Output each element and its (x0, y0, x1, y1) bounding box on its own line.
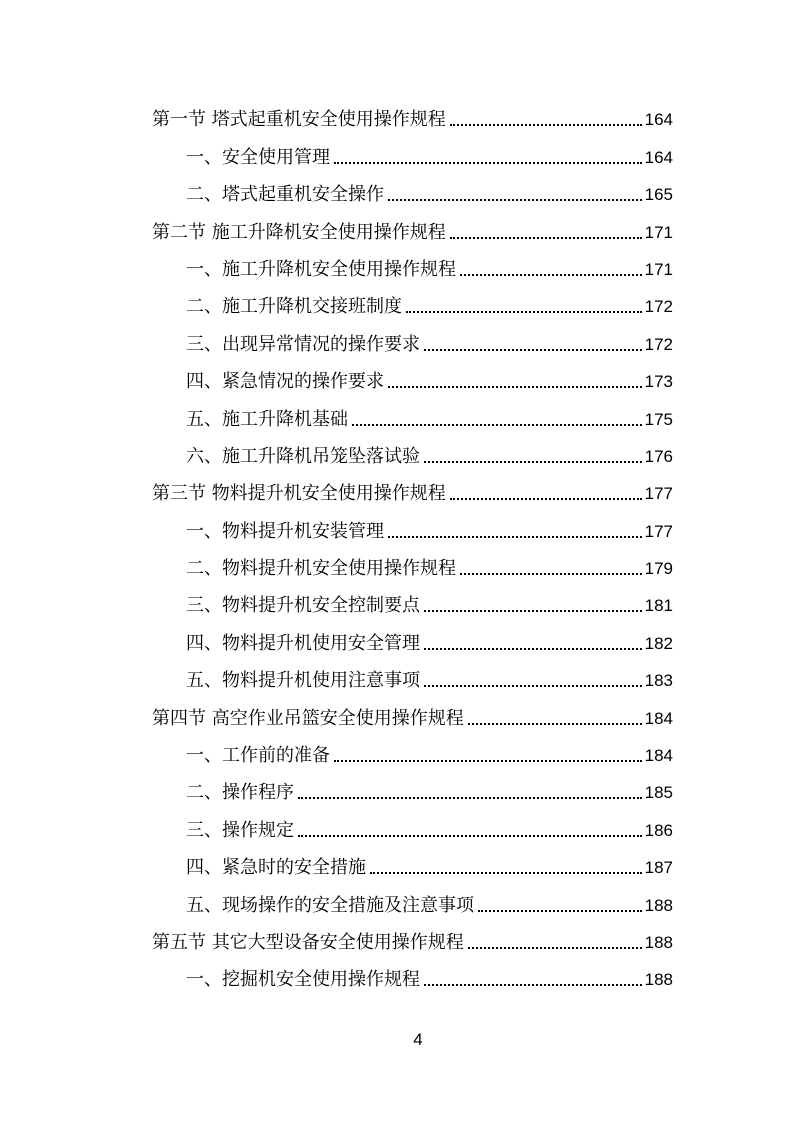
toc-entry-label: 第三节 物料提升机安全使用操作规程 (152, 483, 446, 505)
toc-entry-page: 164 (644, 147, 673, 167)
dot-leader (388, 385, 642, 388)
toc-entry-label: 三、操作规定 (186, 819, 294, 841)
toc-entry[interactable] (152, 697, 673, 734)
toc-entry-label: 二、操作程序 (186, 782, 294, 804)
toc-entry-page: 188 (644, 932, 673, 952)
toc-entry[interactable] (152, 398, 673, 435)
toc-entry[interactable] (152, 735, 673, 772)
toc-entry-page: 173 (644, 372, 673, 392)
toc-entry-label: 第五节 其它大型设备安全使用操作规程 (152, 931, 464, 953)
toc-entry-page: 188 (644, 895, 673, 915)
dot-leader (424, 348, 642, 351)
toc-entry[interactable] (152, 136, 673, 173)
toc-entry-page: 172 (644, 334, 673, 354)
dot-leader (334, 759, 642, 762)
toc-entry[interactable] (152, 249, 673, 286)
toc-entry[interactable] (152, 922, 673, 959)
dot-leader (478, 909, 642, 912)
toc-entry-page: 175 (644, 409, 673, 429)
toc-entry[interactable] (152, 286, 673, 323)
toc-entry[interactable] (152, 211, 673, 248)
dot-leader (352, 423, 642, 426)
toc-entry-label: 第二节 施工升降机安全使用操作规程 (152, 221, 446, 243)
toc-entry[interactable] (152, 361, 673, 398)
toc-entry-label: 四、紧急情况的操作要求 (186, 371, 384, 393)
toc-entry-label: 三、出现异常情况的操作要求 (186, 333, 420, 355)
toc-entry-label: 五、施工升降机基础 (186, 408, 348, 430)
toc-entry-label: 一、施工升降机安全使用操作规程 (186, 258, 456, 280)
dot-leader (298, 796, 642, 799)
page-number: 4 (413, 1030, 423, 1049)
dot-leader (424, 647, 642, 650)
dot-leader (388, 535, 642, 538)
toc-entry[interactable] (152, 959, 673, 996)
toc-entry-label: 二、施工升降机交接班制度 (186, 296, 402, 318)
toc-entry-label: 六、施工升降机吊笼坠落试验 (186, 445, 420, 467)
toc-entry[interactable] (152, 323, 673, 360)
toc-entry[interactable] (152, 884, 673, 921)
dot-leader (450, 497, 642, 500)
dot-leader (450, 236, 642, 239)
dot-leader (450, 123, 642, 126)
toc-entry-page: 183 (644, 671, 673, 691)
dot-leader (460, 273, 642, 276)
dot-leader (388, 198, 642, 201)
toc-entry-page: 172 (644, 297, 673, 317)
dot-leader (460, 572, 642, 575)
toc-entry-label: 五、物料提升机使用注意事项 (186, 670, 420, 692)
toc-entry-page: 179 (644, 559, 673, 579)
dot-leader (468, 722, 642, 725)
toc-entry-label: 一、工作前的准备 (186, 745, 330, 767)
toc-entry-label: 四、物料提升机使用安全管理 (186, 632, 420, 654)
toc-entry-label: 一、安全使用管理 (186, 146, 330, 168)
toc-entry-page: 187 (644, 858, 673, 878)
toc-entry-page: 177 (644, 521, 673, 541)
toc-entry-page: 165 (644, 185, 673, 205)
toc-entry-page: 184 (644, 746, 673, 766)
toc-entry[interactable] (152, 436, 673, 473)
dot-leader (424, 983, 642, 986)
dot-leader (424, 609, 642, 612)
dot-leader (334, 161, 642, 164)
toc-entry[interactable] (152, 174, 673, 211)
toc-entry-label: 第四节 高空作业吊篮安全使用操作规程 (152, 707, 464, 729)
toc-entry-page: 185 (644, 783, 673, 803)
toc-entry[interactable] (152, 809, 673, 846)
toc-entry-label: 五、现场操作的安全措施及注意事项 (186, 894, 474, 916)
toc-entry[interactable] (152, 772, 673, 809)
dot-leader (406, 310, 642, 313)
toc-entry-page: 176 (644, 446, 673, 466)
toc-entry-label: 三、物料提升机安全控制要点 (186, 595, 420, 617)
toc-entry[interactable] (152, 99, 673, 136)
toc-entry-page: 181 (644, 596, 673, 616)
dot-leader (298, 834, 642, 837)
dot-leader (468, 946, 642, 949)
toc-entry[interactable] (152, 548, 673, 585)
toc-entry-page: 186 (644, 820, 673, 840)
toc-entry-page: 182 (644, 633, 673, 653)
toc-entry-label: 四、紧急时的安全措施 (186, 857, 366, 879)
dot-leader (370, 871, 642, 874)
toc-entry[interactable] (152, 660, 673, 697)
toc-entry[interactable] (152, 622, 673, 659)
dot-leader (424, 684, 642, 687)
toc-entry-label: 二、物料提升机安全使用操作规程 (186, 558, 456, 580)
toc-entry[interactable] (152, 473, 673, 510)
toc-entry[interactable] (152, 510, 673, 547)
toc-entry-page: 184 (644, 708, 673, 728)
toc-entry-label: 一、物料提升机安装管理 (186, 520, 384, 542)
toc-entry-page: 171 (644, 222, 673, 242)
dot-leader (424, 460, 642, 463)
toc-entry-page: 171 (644, 259, 673, 279)
toc-entry[interactable] (152, 585, 673, 622)
table-of-contents (152, 99, 673, 996)
toc-entry-label: 一、挖掘机安全使用操作规程 (186, 969, 420, 991)
toc-entry-page: 188 (644, 970, 673, 990)
toc-entry-label: 第一节 塔式起重机安全使用操作规程 (152, 109, 446, 131)
toc-entry-label: 二、塔式起重机安全操作 (186, 184, 384, 206)
toc-entry-page: 164 (644, 110, 673, 130)
toc-entry[interactable] (152, 847, 673, 884)
toc-entry-page: 177 (644, 484, 673, 504)
